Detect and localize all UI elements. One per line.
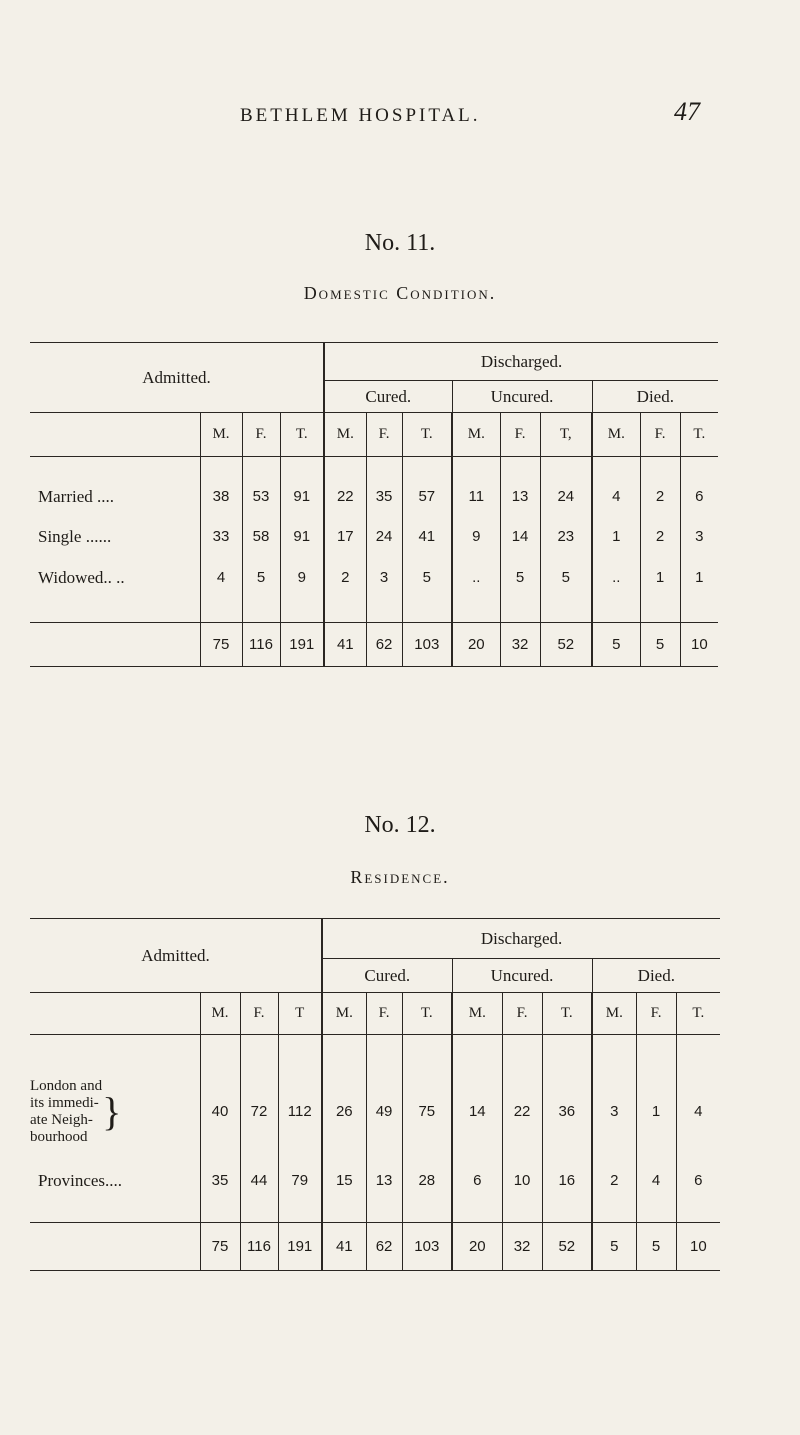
- cell: 15: [322, 1153, 366, 1209]
- total-cell: 32: [500, 623, 540, 667]
- row-label-line: its immedi-: [30, 1094, 99, 1111]
- died-header: Died.: [592, 381, 718, 413]
- total-cell: 103: [402, 1223, 452, 1271]
- col-header: F.: [500, 413, 540, 457]
- col-header: T.: [676, 993, 720, 1035]
- cell: 91: [280, 477, 324, 517]
- admitted-header: Admitted.: [30, 343, 324, 413]
- cell: 36: [542, 1071, 592, 1153]
- cell: 72: [240, 1071, 278, 1153]
- cell: 6: [680, 477, 718, 517]
- cell: 53: [242, 477, 280, 517]
- total-cell: 75: [200, 623, 242, 667]
- col-header: M.: [324, 413, 366, 457]
- cell: 9: [280, 557, 324, 599]
- cell: 57: [402, 477, 452, 517]
- uncured-header: Uncured.: [452, 959, 592, 993]
- cell: 24: [366, 517, 402, 557]
- col-header: F.: [502, 993, 542, 1035]
- cured-header: Cured.: [322, 959, 452, 993]
- cell: 91: [280, 517, 324, 557]
- total-cell: 103: [402, 623, 452, 667]
- uncured-header: Uncured.: [452, 381, 592, 413]
- col-header: T.: [402, 993, 452, 1035]
- col-header: T.: [280, 413, 324, 457]
- cell: 41: [402, 517, 452, 557]
- col-header: M.: [322, 993, 366, 1035]
- table-row: [30, 557, 718, 599]
- total-cell: 41: [324, 623, 366, 667]
- cell: 2: [640, 517, 680, 557]
- cell: 5: [402, 557, 452, 599]
- table-row: [30, 477, 718, 517]
- cell: 35: [200, 1153, 240, 1209]
- row-label: Widowed.. ..: [38, 567, 125, 587]
- table-12: [30, 918, 720, 1271]
- cell: 4: [636, 1153, 676, 1209]
- cell: 5: [500, 557, 540, 599]
- total-cell: 75: [200, 1223, 240, 1271]
- col-header: F.: [636, 993, 676, 1035]
- cell: 1: [680, 557, 718, 599]
- col-header: F.: [366, 993, 402, 1035]
- discharged-header: Discharged.: [324, 343, 718, 381]
- col-header: T.: [680, 413, 718, 457]
- total-cell: 41: [322, 1223, 366, 1271]
- cell: 5: [242, 557, 280, 599]
- cell: 3: [366, 557, 402, 599]
- col-header: F.: [640, 413, 680, 457]
- died-header: Died.: [592, 959, 720, 993]
- total-cell: 5: [640, 623, 680, 667]
- col-header: T,: [540, 413, 592, 457]
- cell: 13: [366, 1153, 402, 1209]
- page-number: 47: [674, 97, 700, 126]
- total-cell: 32: [502, 1223, 542, 1271]
- running-title: BETHLEM HOSPITAL.: [240, 105, 481, 126]
- col-header: M.: [200, 413, 242, 457]
- total-cell: 52: [542, 1223, 592, 1271]
- admitted-header: Admitted.: [30, 919, 322, 993]
- cell: 2: [592, 1153, 636, 1209]
- cell: 9: [452, 517, 500, 557]
- table-12-number: No. 12.: [364, 812, 436, 838]
- cell: 22: [502, 1071, 542, 1153]
- cell: 4: [200, 557, 242, 599]
- table-11-number: No. 11.: [364, 230, 436, 256]
- cell: 1: [636, 1071, 676, 1153]
- col-header: M.: [592, 413, 640, 457]
- cell: 75: [402, 1071, 452, 1153]
- cell: 79: [278, 1153, 322, 1209]
- row-label: Married ....: [38, 486, 115, 506]
- cell: 13: [500, 477, 540, 517]
- col-header: T: [278, 993, 322, 1035]
- col-header: M.: [452, 413, 500, 457]
- cell: ..: [592, 557, 640, 599]
- cell: 6: [452, 1153, 502, 1209]
- table-row: [30, 1153, 720, 1209]
- table-11-caption: Domestic Condition.: [303, 283, 497, 303]
- brace-icon: }: [102, 1089, 122, 1134]
- col-header: F.: [366, 413, 402, 457]
- table-12-caption: Residence.: [350, 867, 450, 887]
- cell: 11: [452, 477, 500, 517]
- total-cell: 20: [452, 1223, 502, 1271]
- cell: 1: [592, 517, 640, 557]
- cell: 2: [324, 557, 366, 599]
- total-cell: 20: [452, 623, 500, 667]
- table-row: [30, 1071, 720, 1153]
- cell: 26: [322, 1071, 366, 1153]
- cell: 14: [500, 517, 540, 557]
- total-cell: 62: [366, 1223, 402, 1271]
- row-label-line: ate Neigh-: [30, 1111, 93, 1128]
- table-11: [30, 342, 718, 667]
- cell: 38: [200, 477, 242, 517]
- cell: 5: [540, 557, 592, 599]
- row-label: Single ......: [38, 526, 112, 546]
- cell: 33: [200, 517, 242, 557]
- cell: 10: [502, 1153, 542, 1209]
- cell: 112: [278, 1071, 322, 1153]
- cell: 23: [540, 517, 592, 557]
- cell: 4: [676, 1071, 720, 1153]
- cell: 35: [366, 477, 402, 517]
- row-label-line: London and: [30, 1077, 103, 1094]
- total-cell: 62: [366, 623, 402, 667]
- cell: 14: [452, 1071, 502, 1153]
- cell: 6: [676, 1153, 720, 1209]
- totals-row: [30, 1223, 720, 1271]
- discharged-header: Discharged.: [322, 919, 720, 959]
- col-header: T.: [542, 993, 592, 1035]
- total-cell: 10: [676, 1223, 720, 1271]
- cell: 40: [200, 1071, 240, 1153]
- total-cell: 116: [242, 623, 280, 667]
- total-cell: 191: [278, 1223, 322, 1271]
- cell: 28: [402, 1153, 452, 1209]
- col-header: M.: [452, 993, 502, 1035]
- cell: 3: [680, 517, 718, 557]
- total-cell: 5: [592, 623, 640, 667]
- total-cell: 5: [592, 1223, 636, 1271]
- total-cell: 5: [636, 1223, 676, 1271]
- cell: 4: [592, 477, 640, 517]
- cell: 17: [324, 517, 366, 557]
- total-cell: 191: [280, 623, 324, 667]
- col-header: M.: [592, 993, 636, 1035]
- col-header: M.: [200, 993, 240, 1035]
- cell: 2: [640, 477, 680, 517]
- total-cell: 116: [240, 1223, 278, 1271]
- row-label: [30, 1071, 200, 1153]
- cell: ..: [452, 557, 500, 599]
- cell: 44: [240, 1153, 278, 1209]
- cell: 22: [324, 477, 366, 517]
- cured-header: Cured.: [324, 381, 452, 413]
- col-header: F.: [242, 413, 280, 457]
- row-label-line: bourhood: [30, 1128, 88, 1145]
- table-row: [30, 517, 718, 557]
- cell: 58: [242, 517, 280, 557]
- col-header: F.: [240, 993, 278, 1035]
- totals-row: [30, 623, 718, 667]
- cell: 3: [592, 1071, 636, 1153]
- page-header: [180, 97, 700, 137]
- total-cell: 10: [680, 623, 718, 667]
- cell: 1: [640, 557, 680, 599]
- total-cell: 52: [540, 623, 592, 667]
- cell: 24: [540, 477, 592, 517]
- cell: 16: [542, 1153, 592, 1209]
- cell: 49: [366, 1071, 402, 1153]
- col-header: T.: [402, 413, 452, 457]
- row-label: Provinces....: [38, 1170, 123, 1190]
